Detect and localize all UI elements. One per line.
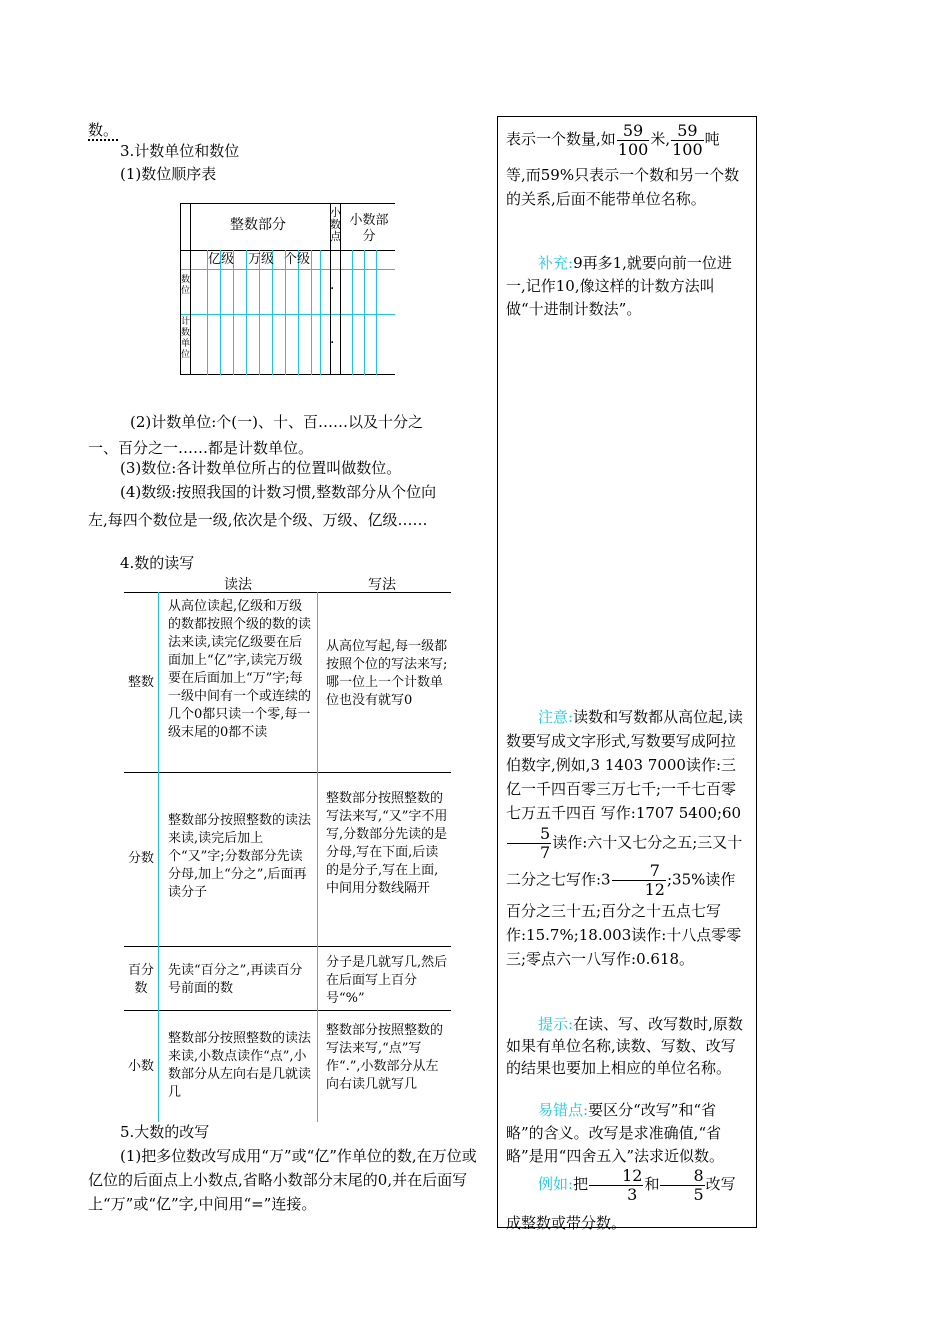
row-pct-name: 百分数 — [128, 963, 155, 996]
side-example: 例如:把 $\frac{12}{3}$ 和 $\frac{8}{5}$ 改写成整数或带分数。 — [506, 1165, 736, 1232]
side-tip: 提示:在读、写、改写数时,原数如果有单位名称,读数、写数、改写的结果也要加上相应的单位名称。 — [506, 1015, 743, 1077]
row-digit-label: 数位 — [181, 275, 191, 296]
side-top: 表示一个数量,如 $\frac{59}{100}$ 米, $\frac{59}{100}$ 吨 — [506, 120, 720, 159]
row-int-write: 从高位写起,每一级都按照个位的写法来写;哪一位上一个计数单位也没有就写0 — [326, 639, 448, 708]
level-yi: 亿级 — [208, 252, 235, 267]
row-frac-write: 整数部分按照整数的写法来写,“又”字不用写,分数部分先读的是分母,写在下面,后读的是分子,写在上面,中间用分数线隔开 — [326, 791, 448, 896]
side-error: 易错点:要区分“改写”和“省略”的含义。改写是求准确值,“省略”是用“四舍五入”法求近似数。 — [506, 1101, 725, 1165]
intro-tail: 数。 — [88, 121, 119, 139]
side-top-rest: 等,而59%只表示一个数和另一个数的关系,后面不能带单位名称。 — [506, 166, 740, 208]
level-wan: 万级 — [248, 252, 275, 267]
sidebar-notes — [497, 116, 757, 1232]
row-dec-write: 整数部分按照整数的写法来写,“点”写作“.”,小数部分从左向右读几就写几 — [326, 1023, 444, 1092]
section3-p3: (3)数位:各计数单位所占的位置叫做数位。 — [120, 459, 402, 477]
side-note: 注意:读数和写数都从高位起,读数要写成文字形式,写数要写成阿拉伯数字,例如,3 1403 7000读作:三亿一千四百零三万七千;一千七百零七万五千四百 写作:1707 5400;60 $\frac{5}{7}$ 读作:六十又七分之五;三又十二分之七写作:3 $\frac{7}{12}$ ;35%读作百分之三十五;百分之十五点七写作:15.7%;18.003读作:十八点零零三;零点六一八写作:0.618。 — [506, 708, 743, 968]
row-frac-name: 分数 — [128, 851, 155, 866]
row-frac-read: 整数部分按照整数的读法来读,读完后加上个“又”字;分数部分先读分母,加上“分之”,后面再读分子 — [168, 813, 312, 900]
point-mark-2: · — [330, 335, 335, 351]
head-write: 写法 — [368, 577, 396, 593]
frac-12-3: $\frac{12}{3}$ — [589, 1167, 643, 1204]
section4-title: 4.数的读写 — [120, 554, 195, 572]
point-mark-1: · — [330, 281, 335, 297]
head-read: 读法 — [224, 577, 252, 593]
section3-title: 3.计数单位和数位 — [120, 142, 240, 160]
section3-p4a: (4)数级:按照我国的计数习惯,整数部分从个位向 — [120, 483, 437, 501]
frac-5-7: $\frac{5}{7}$ — [507, 825, 551, 862]
section5-title: 5.大数的改写 — [120, 1123, 210, 1141]
section3-p4b: 左,每四个数位是一级,依次是个级、万级、亿级…… — [88, 511, 428, 529]
frac-59-100-b: $\frac{59}{100}$ — [672, 120, 703, 159]
row-pct-read: 先读“百分之”,再读百分号前面的数 — [168, 963, 303, 996]
frac-7-12: $\frac{7}{12}$ — [612, 862, 666, 899]
frac-59-100-a: $\frac{59}{100}$ — [617, 120, 649, 159]
section3-sub1: (1)数位顺序表 — [120, 165, 217, 183]
side-supplement: 补充:9再多1,就要向前一位进一,记作10,像这样的计数方法叫做“十进制计数法”。 — [506, 254, 732, 318]
row-int-name: 整数 — [128, 675, 155, 690]
section3-p2a: (2)计数单位:个(一)、十、百……以及十分之一、百分之一……都是计数单位。 — [88, 413, 424, 457]
row-int-read: 从高位读起,亿级和万级的数都按照个级的数的读法来读,读完亿级要在后面加上“亿”字,读完万级要在后面加上“万”字;每一级中间有一个或连续的几个0都只读一个零,每一级末尾的0都不读 — [168, 599, 312, 740]
decimal-point-label: 小数点 — [330, 206, 341, 243]
row-dec-read: 整数部分按照整数的读法来读,小数点读作“点”,小数部分从左向右是几就读几 — [168, 1031, 312, 1100]
decimal-part-label: 小数部分 — [349, 213, 389, 244]
row-pct-write: 分子是几就写几,然后在后面写上百分号“%” — [326, 955, 448, 1006]
level-ge: 个级 — [284, 252, 311, 267]
digit-order-table — [180, 203, 395, 375]
row-dec-name: 小数 — [128, 1059, 155, 1074]
read-write-table — [124, 572, 451, 1122]
frac-8-5: $\frac{8}{5}$ — [660, 1167, 704, 1204]
section5-body: (1)把多位数改写成用“万”或“亿”作单位的数,在万位或亿位的后面点上小数点,省略小数部分末尾的0,并在后面写上“万”或“亿”字,中间用“=”连接。 — [88, 1147, 477, 1213]
row-unit-label: 计数单位 — [181, 317, 191, 360]
integer-part-label: 整数部分 — [230, 217, 286, 233]
